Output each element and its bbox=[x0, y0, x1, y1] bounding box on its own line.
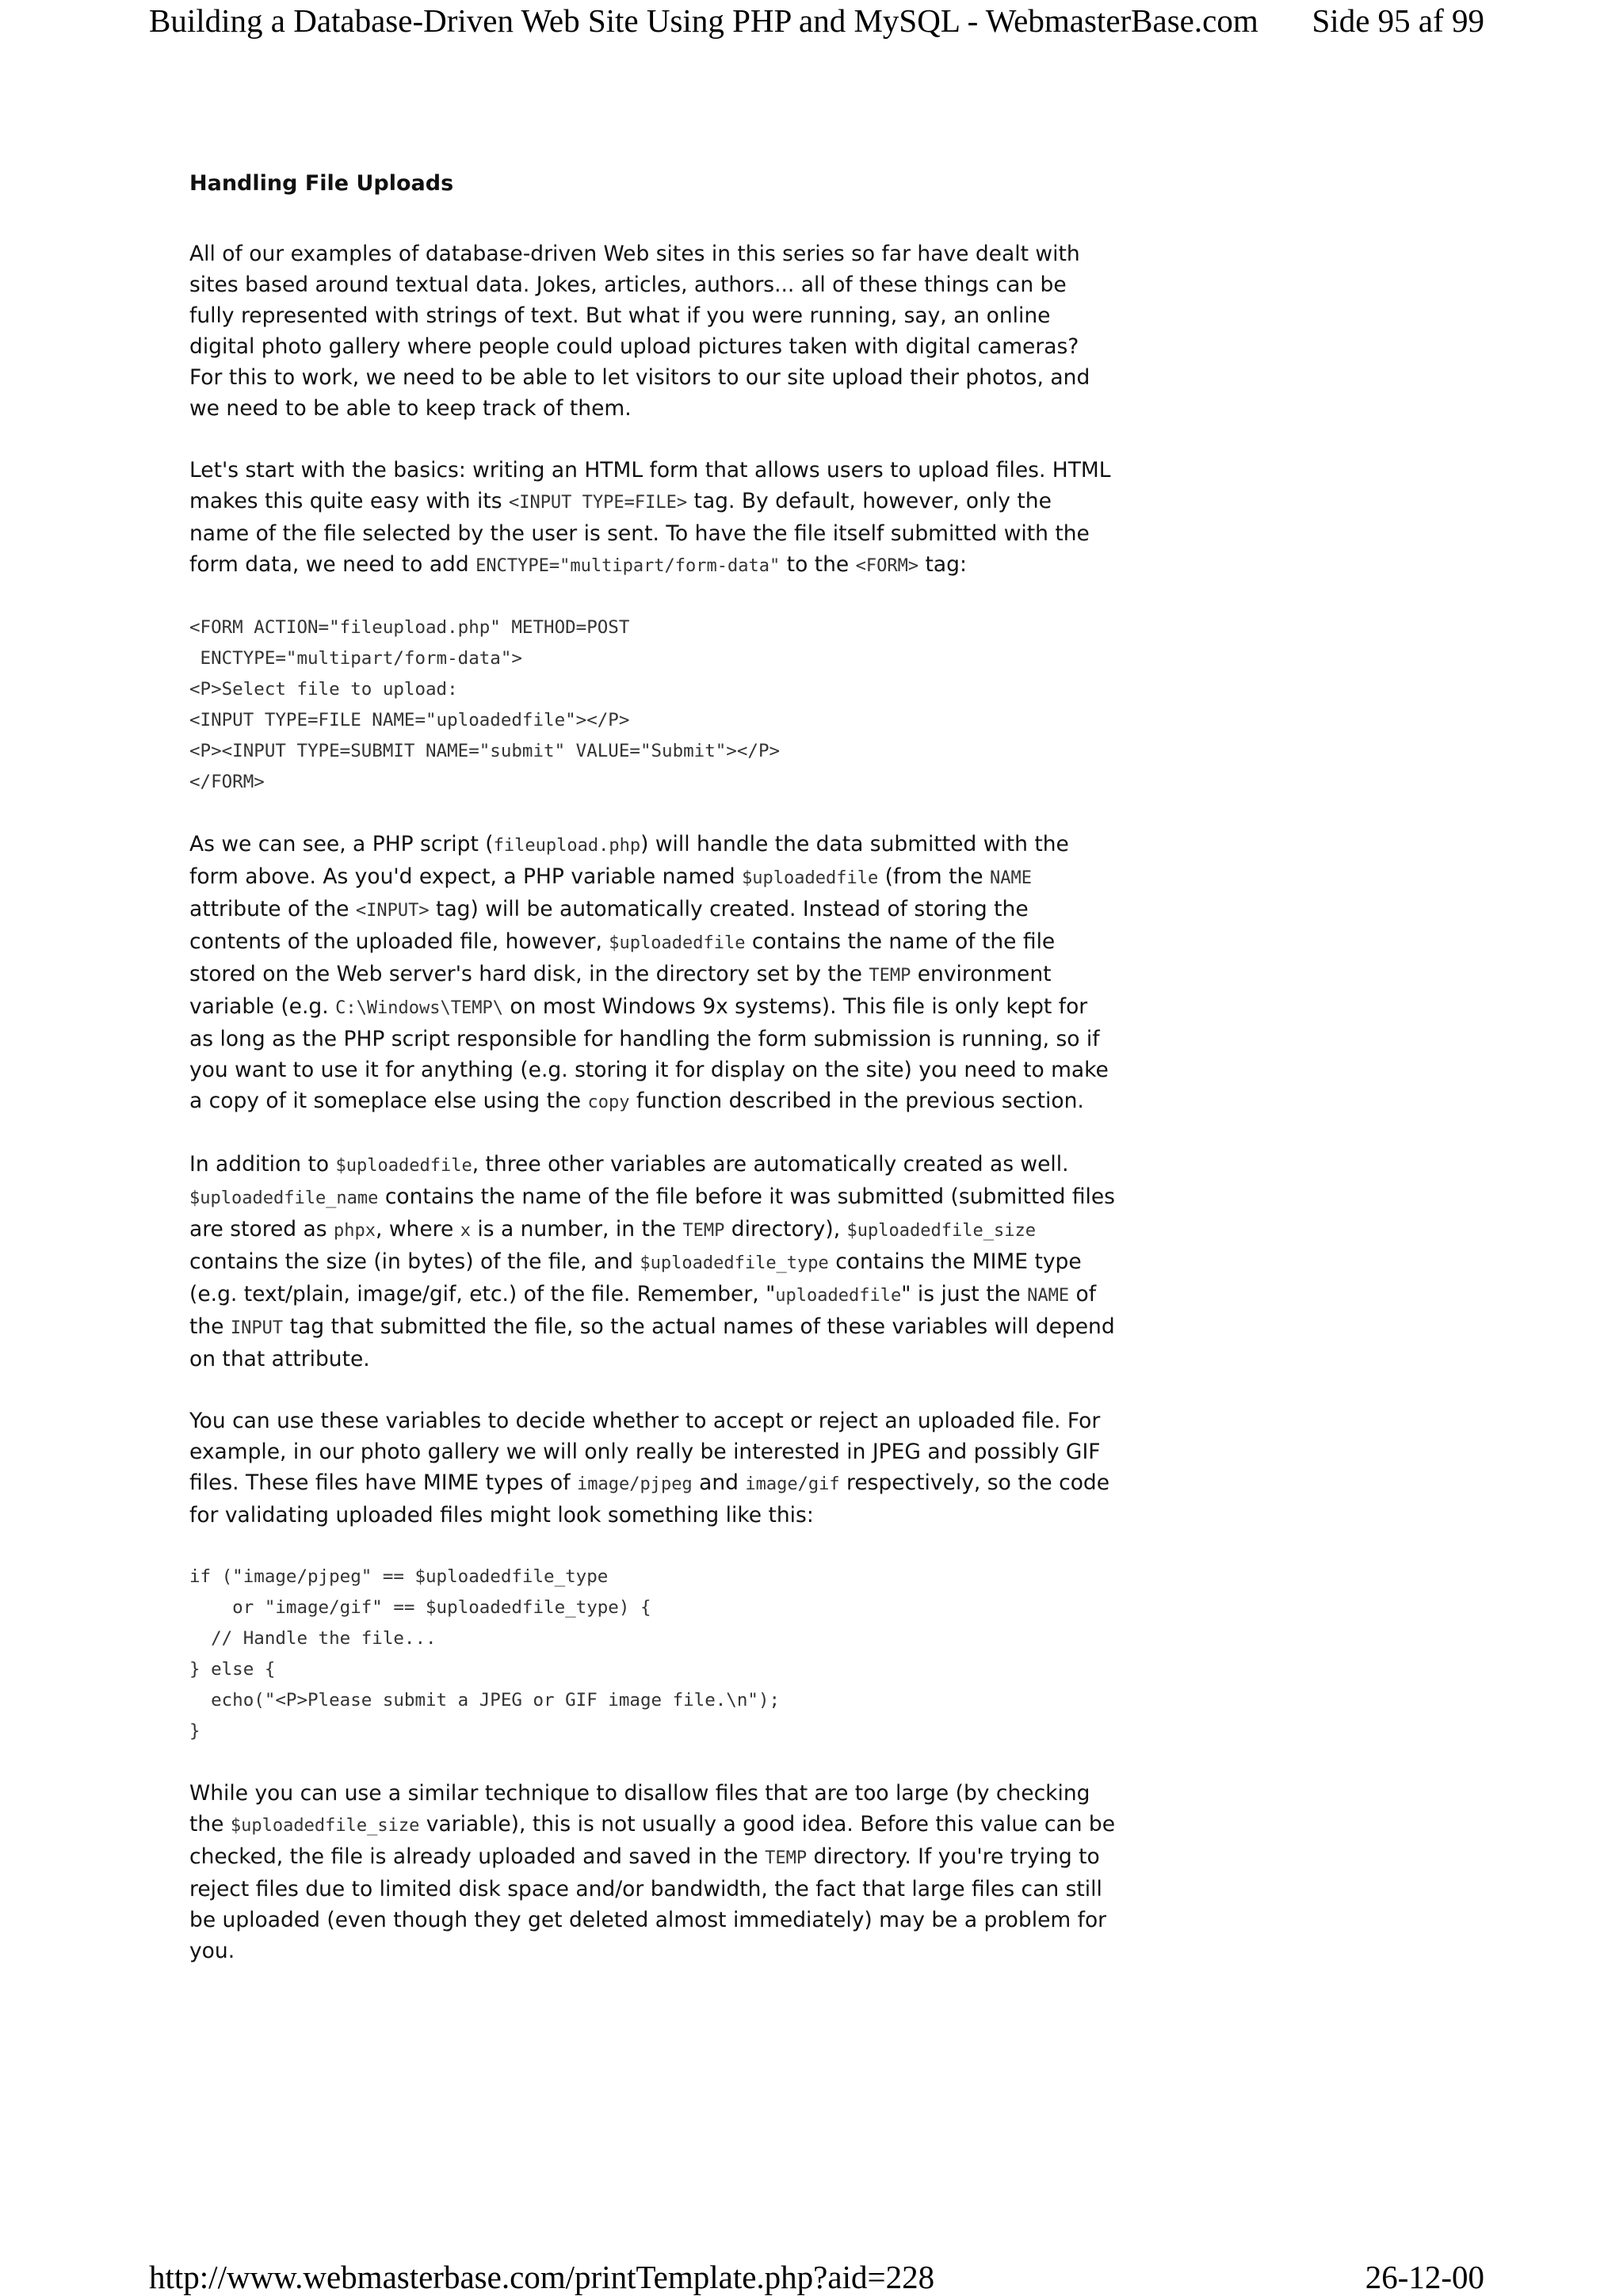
text-span: environment variable (e.g. bbox=[189, 962, 1052, 1019]
code-inline: $uploadedfile_size bbox=[230, 1816, 420, 1836]
paragraph-intro: All of our examples of database-driven Web sites in this series so far have dealt with sites based around textual data. Jokes, articles, authors... all of these things can be fully represented with strings of text. But what if you were running, say, an online digital photo gallery where people could upload pictures taken with digital cameras? For this to work, we need to be able to let visitors to our site upload their photos, and we need to be able to keep track of them. bbox=[189, 242, 1090, 421]
paragraph-extra-variables bbox=[189, 1149, 1117, 1375]
text-span: contains the MIME type (e.g. text/plain, image/gif, etc.) of the file. Remember, " bbox=[189, 1249, 1082, 1306]
text-span: " is just the bbox=[901, 1282, 1028, 1306]
code-inline: $uploadedfile bbox=[742, 868, 879, 888]
code-inline: uploadedfile bbox=[775, 1286, 902, 1306]
document-title: Building a Database-Driven Web Site Using PHP and MySQL - WebmasterBase.com bbox=[149, 2, 1258, 39]
text-span: contains the name of the file stored on the Web server's hard disk, in the directory set by the bbox=[189, 929, 1056, 986]
code-inline: image/gif bbox=[745, 1474, 840, 1494]
print-footer bbox=[149, 2258, 1484, 2296]
text-span: variable), this is not usually a good idea. Before this value can be checked, the file is already uploaded and saved in the bbox=[189, 1812, 1116, 1869]
paragraph-file-size bbox=[189, 1778, 1117, 1966]
code-inline: fileupload.php bbox=[493, 836, 641, 856]
text-span: (from the bbox=[878, 864, 991, 889]
text-span: attribute of the bbox=[189, 897, 356, 921]
text-span: directory. If you're trying to reject files due to limited disk space and/or bandwidth, the fact that large files can still be uploaded (even though they get deleted almost immediately) may be a problem for you. bbox=[189, 1844, 1107, 1963]
code-inline: copy bbox=[587, 1093, 630, 1112]
section-heading: Handling File Uploads bbox=[189, 171, 454, 196]
code-inline: TEMP bbox=[869, 966, 911, 986]
code-inline: x bbox=[460, 1221, 471, 1241]
print-date: 26-12-00 bbox=[1365, 2259, 1484, 2295]
print-header bbox=[149, 2, 1484, 40]
text-span: As we can see, a PHP script ( bbox=[189, 832, 494, 856]
text-span: tag that submitted the file, so the actual names of these variables will depend on that attribute. bbox=[189, 1314, 1115, 1371]
code-block-form: <FORM ACTION="fileupload.php" METHOD=POST ENCTYPE="multipart/form-data"> <P>Select file to upload: <INPUT TYPE=FILE NAME="uploadedfile"></P> <P><INPUT TYPE=SUBMIT NAME="submit" VALUE="Submit"></P> </FORM> bbox=[189, 617, 781, 792]
text-span: , three other variables are automatically created as well. bbox=[472, 1152, 1069, 1177]
code-inline: TEMP bbox=[765, 1848, 808, 1868]
code-inline: NAME bbox=[1027, 1286, 1070, 1306]
text-span: In addition to bbox=[189, 1152, 336, 1177]
code-inline: <INPUT> bbox=[355, 901, 430, 921]
text-span: function described in the previous section. bbox=[629, 1089, 1084, 1113]
text-span: and bbox=[692, 1470, 746, 1495]
text-span: is a number, in the bbox=[470, 1217, 683, 1241]
code-inline: image/pjpeg bbox=[576, 1474, 693, 1494]
text-span: tag. By default, however, only the name of the file selected by the user is sent. To have the file itself submitted with the form data, we need to add bbox=[189, 489, 1090, 577]
source-url: http://www.webmasterbase.com/printTemplate.php?aid=228 bbox=[149, 2259, 935, 2295]
article-body bbox=[189, 168, 1117, 1997]
text-span: contains the name of the file before it was submitted (submitted files are stored as bbox=[189, 1184, 1115, 1241]
page-indicator: Side 95 af 99 bbox=[1312, 2, 1484, 39]
code-inline: TEMP bbox=[682, 1221, 725, 1241]
paragraph-validation bbox=[189, 1405, 1117, 1531]
text-span: on most Windows 9x systems). This file is only kept for as long as the PHP script responsible for handling the form submission is running, so if you want to use it for anything (e.g. storing it for display on the site) you need to make a copy of it someplace else using the bbox=[189, 994, 1109, 1113]
paragraph-php-script bbox=[189, 829, 1117, 1118]
code-inline: C:\Windows\TEMP\ bbox=[335, 998, 503, 1018]
text-span: tag) will be automatically created. Instead of storing the contents of the uploaded file, however, bbox=[189, 897, 1029, 954]
text-span: While you can use a similar technique to disallow files that are too large (by checking the bbox=[189, 1781, 1090, 1836]
text-span: directory), bbox=[724, 1217, 847, 1241]
text-span: tag: bbox=[918, 552, 967, 577]
code-inline: INPUT bbox=[230, 1318, 284, 1338]
text-span: of the bbox=[189, 1282, 1097, 1339]
code-inline: $uploadedfile bbox=[335, 1156, 472, 1176]
text-span: Let's start with the basics: writing an HTML form that allows users to upload files. HTML makes this quite easy with its bbox=[189, 458, 1111, 513]
code-inline: <INPUT TYPE=FILE> bbox=[508, 493, 688, 513]
code-inline: $uploadedfile bbox=[609, 933, 746, 953]
code-inline: ENCTYPE="multipart/form-data" bbox=[475, 556, 781, 576]
paragraph-form-basics bbox=[189, 455, 1117, 582]
text-span: You can use these variables to decide whether to accept or reject an uploaded file. For example, in our photo gallery we will only really be interested in JPEG and possibly GIF files. These files have MIME types of bbox=[189, 1409, 1101, 1495]
code-inline: $uploadedfile_type bbox=[640, 1253, 829, 1273]
text-span: to the bbox=[780, 552, 856, 577]
text-span: , where bbox=[376, 1217, 460, 1241]
code-inline: $uploadedfile_size bbox=[846, 1221, 1036, 1241]
text-span: contains the size (in bytes) of the file, and bbox=[189, 1249, 640, 1274]
code-inline: phpx bbox=[334, 1221, 376, 1241]
code-inline: <FORM> bbox=[855, 556, 919, 576]
code-inline: NAME bbox=[990, 868, 1033, 888]
text-span: respectively, so the code for validating uploaded files might look something like this: bbox=[189, 1470, 1110, 1527]
code-block-validation: if ("image/pjpeg" == $uploadedfile_type or "image/gif" == $uploadedfile_type) { // Handle the file... } else { echo("<P>Please submit a JPEG or GIF image file.\n"); } bbox=[189, 1566, 781, 1741]
text-span: ) will handle the data submitted with the form above. As you'd expect, a PHP variable named bbox=[189, 832, 1069, 889]
code-inline: $uploadedfile_name bbox=[189, 1188, 379, 1208]
